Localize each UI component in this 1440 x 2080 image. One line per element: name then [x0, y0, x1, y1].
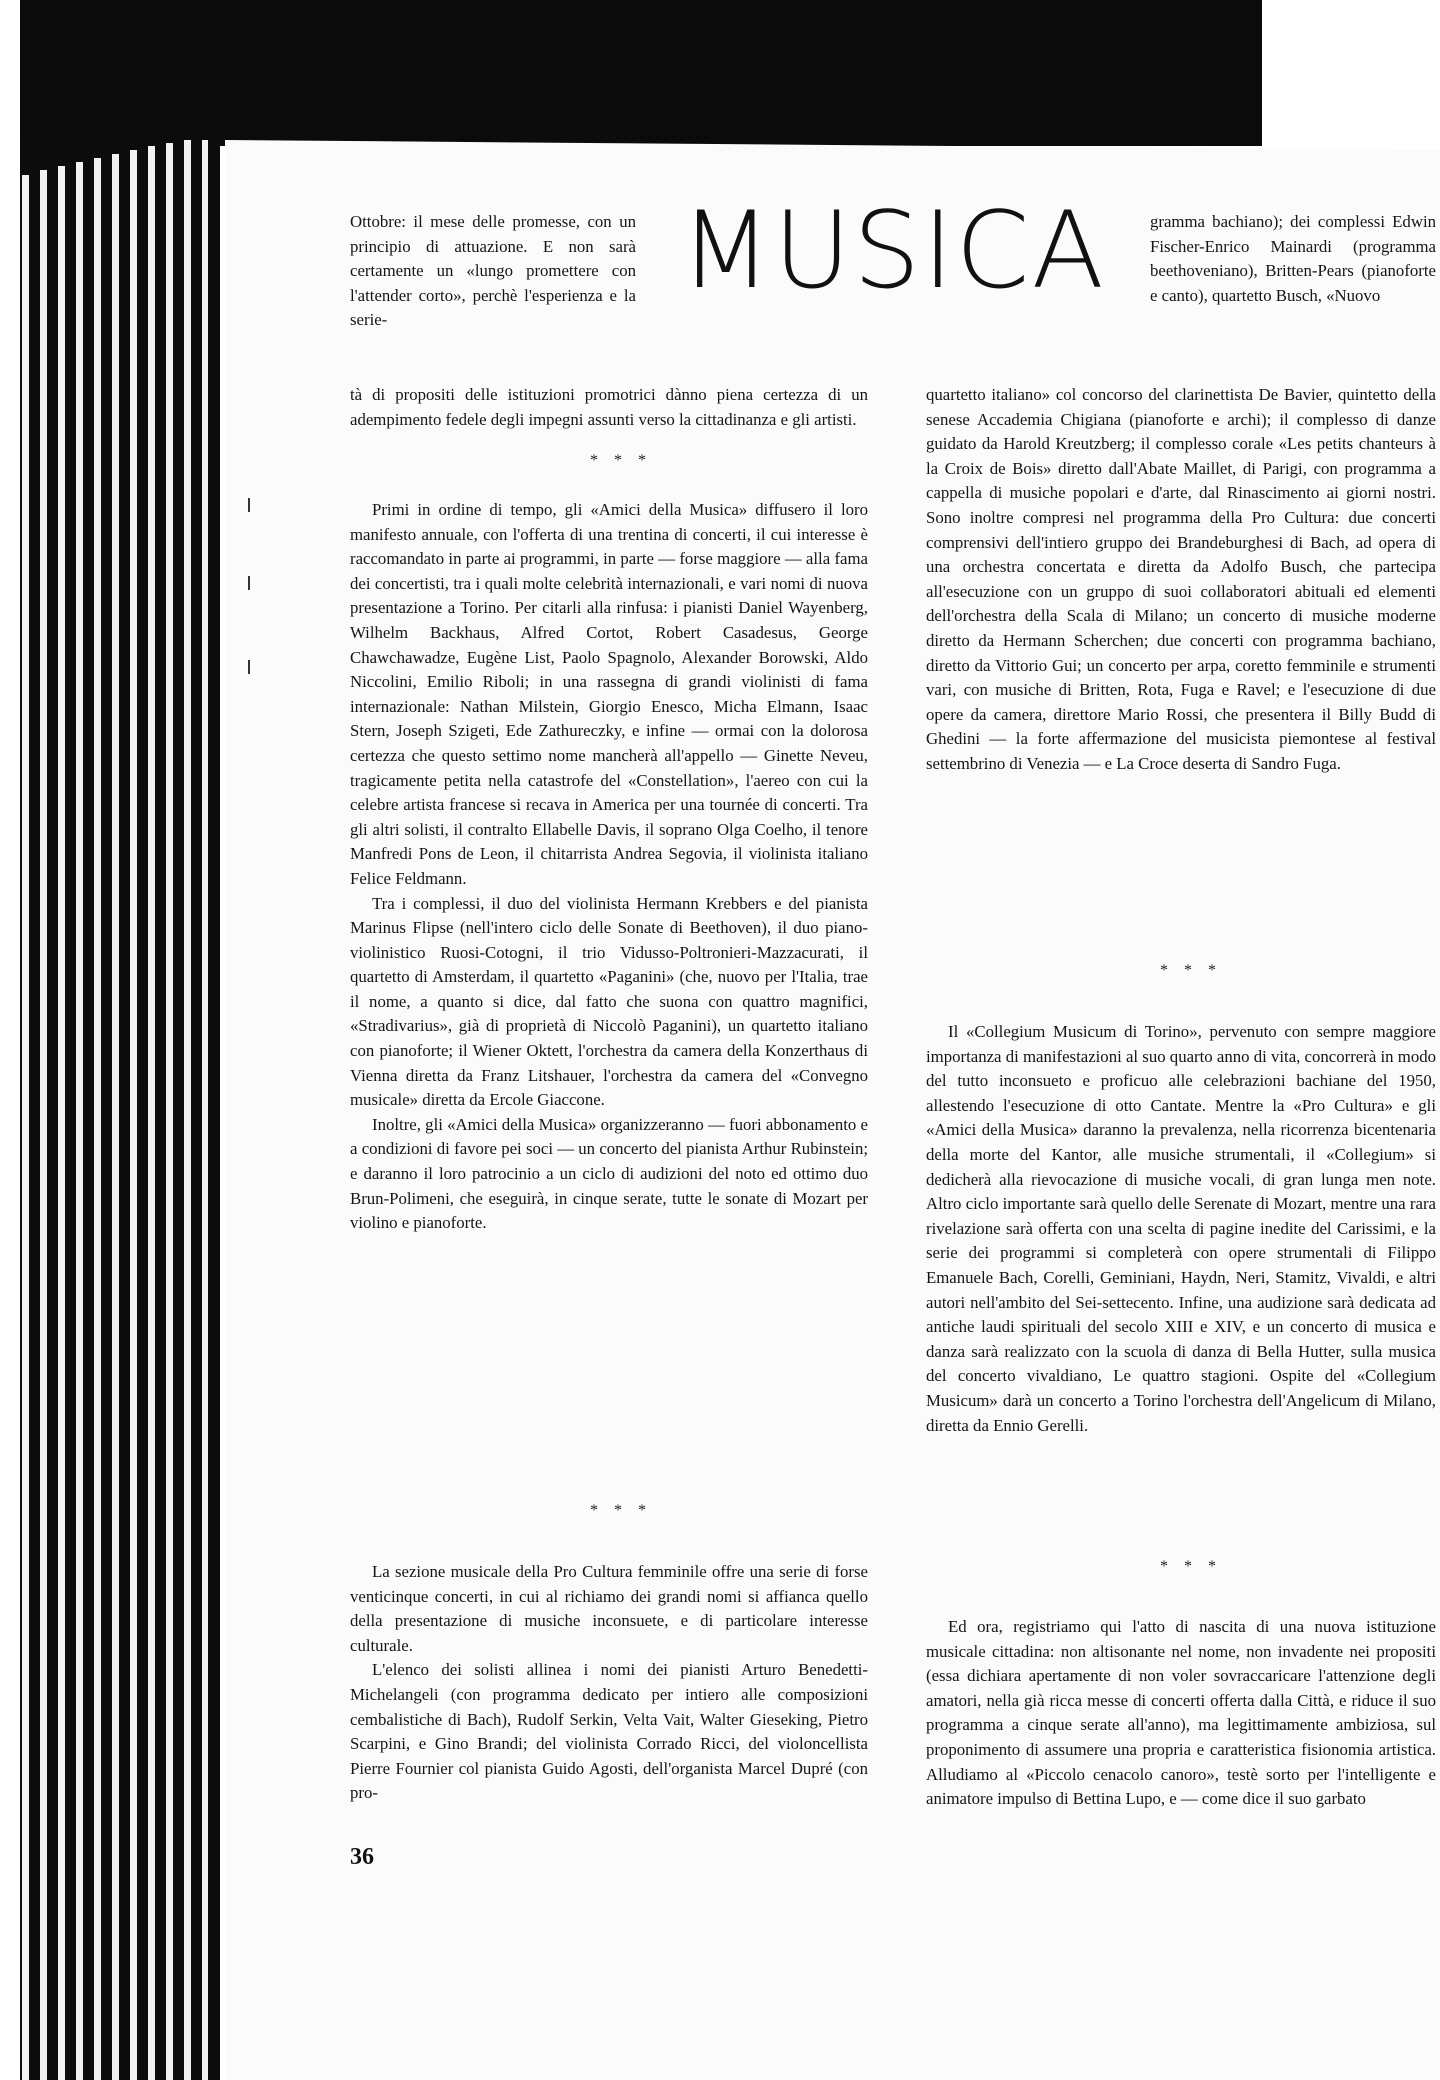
stacked-page-edges: [20, 140, 220, 2080]
right-column-continued: [926, 383, 1436, 777]
section-separator: * * *: [1160, 962, 1222, 979]
body-paragraph: Tra i complessi, il duo del violinista Hermann Krebbers e del pianista Marinus Flipse (nell'intero ciclo delle Sonate di Beethoven), il duo piano-violinistico Ruosi-Cotogni, il trio Vidusso-Poltronieri-Mazzacurati, il quartetto di Amsterdam, il quartetto «Paganini» (che, nuovo per l'Italia, trae il nome, a quanto si dice, dal fatto che suona con quattro magnifici, «Stradivarius», già di proprietà di Niccolò Paganini), un quartetto italiano con pianoforte; il Wiener Oktett, l'orchestra da camera della Konzerthaus di Vienna diretta da Franz Litshauer, l'orchestra da camera del «Convegno musicale» diretta da Ercole Giaccone.: [350, 893, 868, 1110]
body-paragraph: quartetto italiano» col concorso del clarinettista De Bavier, quintetto della senese Accademia Chigiana (pianoforte e archi); il complesso di danze guidato da Harold Kreutzberg; il complesso corale «Les petits chanteurs à la Croix de Bois» diretto dall'Abate Maillet, di Parigi, con programma a cappella di musiche popolari e d'arte, dal Rinascimento ai giorni nostri. Sono inoltre compresi nel programma della Pro Cultura: due concerti comprensivi dell'intiero gruppo dei Brandeburghesi di Bach, ad opera di una orchestra concertata e diretta da Adolfo Busch, che partecipa all'esecuzione con un gruppo di suoi collaboratori abituali ed elementi dell'orchestra della Scala di Milano; un concerto di musiche moderne diretto da Hermann Scherchen; due concerti con programma bachiano, diretto da Vittorio Gui; un concerto per arpa, coretto femminile e strumenti vari, con musiche di Britten, Rota, Fuga e Ravel; e l'esecuzione di due opere da camera, direttore Mario Rossi, che presentera il Billy Budd di Ghedini — la forte affermazione del musicista piemontese al festival settembrino di Venezia — e La Croce deserta di Sandro Fuga.: [926, 385, 1436, 773]
margin-mark: [248, 498, 250, 512]
left-margin: [0, 0, 20, 2080]
intro-paragraph-top: [350, 210, 636, 333]
margin-mark: [248, 660, 250, 674]
intro-text: Ottobre: il mese delle promesse, con un principio di attuazione. E non sarà certamente un «lungo promettere con l'attender corto», perchè l'esperienza e la serie-: [350, 212, 636, 330]
section-separator: * * *: [1160, 1558, 1222, 1575]
section-separator: * * *: [590, 452, 652, 469]
page-number: 36: [350, 1844, 374, 1870]
pro-cultura-section: [350, 1560, 868, 1806]
collegium-musicum-section: [926, 1020, 1436, 1438]
body-paragraph: Il «Collegium Musicum di Torino», pervenuto con sempre maggiore importanza di manifestazioni al suo quarto anno di vita, concorrerà in modo del tutto inconsueto e proficuo alle celebrazioni bachiane del 1950, allestendo l'esecuzione di otto Cantate. Mentre la «Pro Cultura» e gli «Amici della Musica» daranno la prevalenza, nella ricorrenza bicentenaria della morte del Kantor, alle musiche strumentali, il «Collegium» si dedicherà alla rievocazione di musiche vocali, di gran lunga men note. Altro ciclo importante sarà quello delle Serenate di Mozart, mentre una rara rivelazione sarà offerta con una scelta di pagine inedite del Carissimi, e la serie dei programmi si completerà con opere strumentali di Filippo Emanuele Bach, Corelli, Geminiani, Haydn, Neri, Stamitz, Vivaldi, e altri autori nell'ambito del Sei-settecento. Infine, una audizione sarà dedicata ad antiche laudi spirituali del secolo XIII e XIV, e un concerto di musica e danza sarà realizzato con la scuola di danza di Bella Hutter, sulla musica del concerto vivaldiano, Le quattro stagioni. Ospite del «Collegium Musicum» darà un concerto a Torino l'orchestra dell'Angelicum di Milano, diretta da Ennio Gerelli.: [926, 1022, 1436, 1435]
body-paragraph: La sezione musicale della Pro Cultura femminile offre una serie di forse venticinque concerti, in cui al richiamo dei grandi nomi si affianca quello della presentazione di musiche inconsuete, e di particolare interesse culturale.: [350, 1562, 868, 1655]
amici-della-musica-section: [350, 498, 868, 1236]
intro-paragraph-rest: [350, 383, 868, 432]
piccolo-cenacolo-section: [926, 1615, 1436, 1812]
section-separator: * * *: [590, 1502, 652, 1519]
body-paragraph: Ed ora, registriamo qui l'atto di nascita di una nuova istituzione musicale cittadina: non altisonante nel nome, non invadente nei propositi (essa dichiara apertamente di non voler sovraccaricare l'attenzione degli amatori, nella già ricca messe di concerti offerta dalla Città, e riduce il suo programma a cinque serate all'anno), ma legittimamente ambiziosa, sul proponimento di assumere una propria e caratteristica fisionomia artistica. Alludiamo al «Piccolo cenacolo canoro», testè sorto per l'intelligente e animatore impulso di Bettina Lupo, e — come dice il suo garbato: [926, 1617, 1436, 1809]
margin-mark: [248, 576, 250, 590]
right-column-top: [1150, 210, 1436, 308]
intro-text-continued: tà di propositi delle istituzioni promotrici dànno piena certezza di un adempimento fedele degli impegni assunti verso la cittadinanza e gli artisti.: [350, 385, 868, 429]
body-paragraph: L'elenco dei solisti allinea i nomi dei pianisti Arturo Benedetti-Michelangeli (con programma dedicato per intiero alle composizioni cembalistiche di Bach), Rudolf Serkin, Velta Vait, Walter Gieseking, Pietro Scarpini, e Gino Brandi; del violinista Corrado Ricci, del violoncellista Pierre Fournier col pianista Guido Agosti, dell'organista Marcel Dupré (con pro-: [350, 1660, 868, 1803]
body-paragraph: Primi in ordine di tempo, gli «Amici della Musica» diffusero il loro manifesto annuale, con l'offerta di una trentina di concerti, il cui interesse è raccomandato in parte ai programmi, in parte — forse maggiore — alla fama dei concertisti, tra i quali molte celebrità internazionali, e vari nomi di nuova presentazione a Torino. Per citarli alla rinfusa: i pianisti Daniel Wayenberg, Wilhelm Backhaus, Alfred Cortot, Robert Casadesus, George Chawchawadze, Eugène List, Paolo Spagnolo, Alexander Borowski, Aldo Niccolini, Emilio Riboli; in una rassegna di grandi violinisti di fama internazionale: Nathan Milstein, Giorgio Enesco, Micha Elmann, Isaac Stern, Joseph Szigeti, Ede Zathureczky, e infine — ormai con la dolorosa certezza che questo settimo nome mancherà all'appello — Ginette Neveu, tragicamente petita nella catastrofe del «Constellation», l'aereo con cui la celebre artista francese si recava in America per una tournée di concerti. Tra gli altri solisti, il contralto Ellabelle Davis, il soprano Olga Coelho, il tenore Manfredi Pons de Leon, il chitarrista Andrea Segovia, il violinista italiano Felice Feldmann.: [350, 500, 868, 888]
page-title: MUSICA: [679, 189, 1107, 312]
black-scan-border: [20, 0, 1262, 146]
body-paragraph: Inoltre, gli «Amici della Musica» organizzeranno — fuori abbonamento e a condizioni di favore pei soci — un concerto del pianista Arthur Rubinstein; e daranno il loro patrocinio a un ciclo di audizioni del noto ed ottimo duo Brun-Polimeni, che eseguirà, in cinque serate, tutte le sonate di Mozart per violino e pianoforte.: [350, 1114, 868, 1233]
body-paragraph: gramma bachiano); dei complessi Edwin Fischer-Enrico Mainardi (programma beethoveniano), Britten-Pears (pianoforte e canto), quartetto Busch, «Nuovo: [1150, 212, 1436, 305]
